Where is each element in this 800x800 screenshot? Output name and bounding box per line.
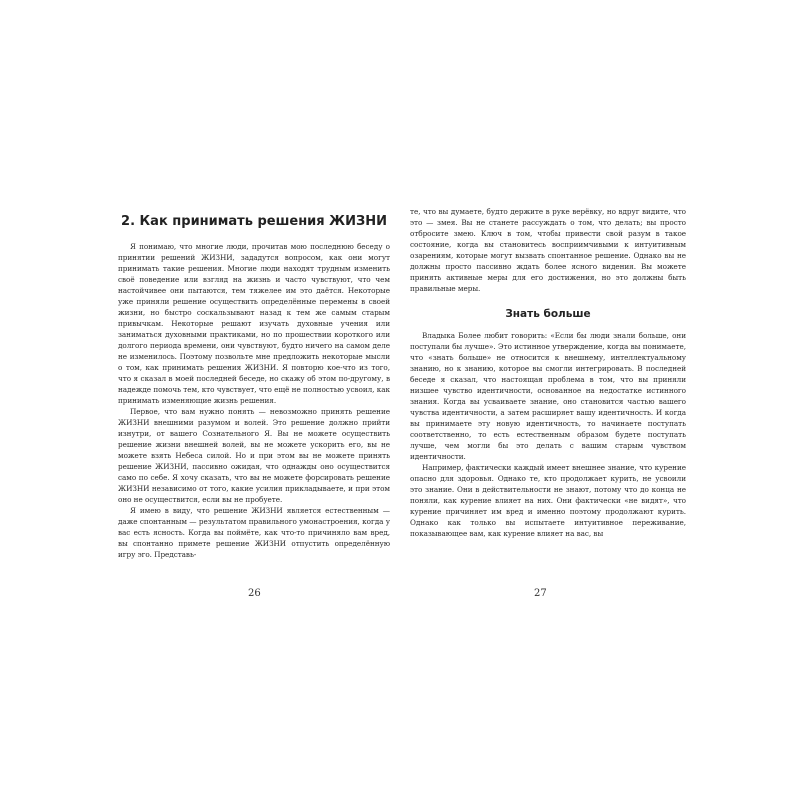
paragraph: Первое, что вам нужно понять — невозможно принять решение ЖИЗНИ внешними разумом и волей. Это решение должно прийти изнутри, от вашего Сознательного Я. Вы не можете осуществить решение жизни внешней волей, вы не можете ускорить его, вы не можете взять Небеса силой. Но и при этом вы не можете принять решение ЖИЗНИ, пассивно ожидая, что однажды оно осуществится само по себе. Я хочу сказать, что вы не можете форсировать решение ЖИЗНИ независимо от того, какие усилия прикладываете, и при этом оно не осуществится, если вы не пробуете. xyxy=(118,407,390,504)
paragraph: Я имею в виду, что решение ЖИЗНИ является естественным — даже спонтанным — результатом правильного умонастроения, когда у вас есть ясность. Когда вы поймёте, как что-то причиняло вам вред, вы спонтанно примете решение ЖИЗНИ отпустить определённую игру эго. Представь- xyxy=(118,506,390,559)
paragraph: Я понимаю, что многие люди, прочитав мою последнюю беседу о принятии решений ЖИЗНИ, зададутся вопросом, как они могут принимать такие решения. Многие люди находят трудным изменить своё поведение или взгляд на жизнь и часто чувствуют, что чем настойчивее они пытаются, тем тяжелее им это даётся. Некоторые уже приняли решение осуществить определённые перемены в своей жизни, но быстро соскальзывают назад к тем же самым старым привычкам. Некоторые решают изучать духовные учения или заниматься духовными практиками, но по прошествии короткого или долгого периода времени, они чувствуют, будто ничего на самом деле не изменилось. Поэтому позвольте мне предложить некоторые мысли о том, как принимать решения ЖИЗНИ. Я повторю кое-что из того, что я сказал в моей последней беседе, но скажу об этом по-другому, в надежде помочь тем, кто чувствует, что ещё не полностью усвоил, как принимать изменяющие жизнь решения. xyxy=(118,242,390,405)
paragraph: те, что вы думаете, будто держите в руке верёвку, но вдруг видите, что это — змея. Вы не станете рассуждать о том, что делать; вы просто отбросите змею. Ключ в том, чтобы привести свой разум в такое состояние, когда вы становитесь восприимчивыми к интуитивным озарениям, которые могут вызвать спонтанное решение. Однако вы не должны просто пассивно ждать более ясного видения. Вы можете принять активные меры для его достижения, но это должны быть правильные меры. xyxy=(410,207,686,293)
page-number: 26 xyxy=(248,588,261,599)
paragraph: Владыка Более любит говорить: «Если бы люди знали больше, они поступали бы лучше». Это истинное утверждение, когда вы понимаете, что «знать больше» не относится к внешнему, интеллектуальному знанию, но к знанию, которое вы смогли интегрировать. В последней беседе я сказал, что настоящая проблема в том, что вы приняли низшее чувство идентичности, основанное на недостатке истинного знания. Когда вы усваиваете знание, оно становится частью вашего чувства идентичности, а затем расширяет вашу идентичность. И когда вы принимаете эту новую идентичность, то начинаете поступать соответственно, то есть естественным образом будете поступать лучше, чем могли бы это делать с вашим старым чувством идентичности. xyxy=(410,331,686,461)
paragraph: Например, фактически каждый имеет внешнее знание, что курение опасно для здоровья. Однако те, кто продолжает курить, не усвоили это знание. Они в действительности не знают, потому что до конца не поняли, как курение влияет на них. Они фактически «не видят», что курение причиняет им вред и именно поэтому продолжают курить. Однако как только вы испытаете интуитивное переживание, показывающее вам, как курение влияет на вас, вы xyxy=(410,463,686,538)
right-page xyxy=(410,206,686,616)
page-number: 27 xyxy=(534,588,547,599)
chapter-heading: 2. Как принимать решения ЖИЗНИ xyxy=(121,214,387,229)
section-heading: Знать больше xyxy=(505,308,591,320)
left-page xyxy=(118,206,390,616)
